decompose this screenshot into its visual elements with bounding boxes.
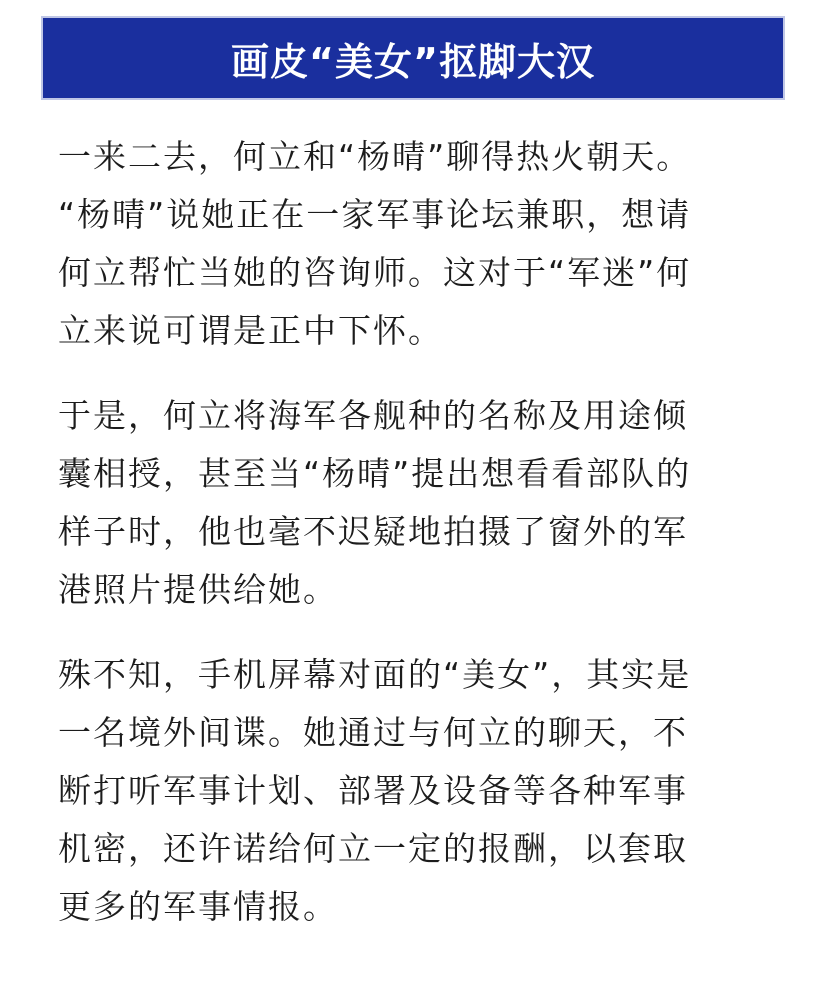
text-line: 港照片提供给她。 (58, 570, 338, 609)
text-line: 断打听军事计划、部署及设备等各种军事 (58, 771, 688, 810)
text-line: 于是，何立将海军各舰种的名称及用途倾 (58, 396, 688, 435)
text-line: 一名境外间谍。她通过与何立的聊天，不 (58, 713, 688, 752)
paragraph-3 (58, 646, 778, 936)
text-line: 样子时，他也毫不迟疑地拍摄了窗外的军 (58, 512, 688, 551)
text-line: 囊相授，甚至当“杨晴”提出想看看部队的 (58, 454, 692, 493)
text-line: 一来二去，何立和“杨晴”聊得热火朝天。 (58, 137, 692, 176)
section-header (41, 16, 785, 100)
section-title: 画皮“美女”抠脚大汉 (231, 39, 595, 84)
text-line: 何立帮忙当她的咨询师。这对于“军迷”何 (58, 253, 692, 292)
article-body (58, 128, 778, 963)
paragraph-1 (58, 128, 778, 360)
paragraph-2 (58, 387, 778, 619)
text-line: 机密，还许诺给何立一定的报酬，以套取 (58, 829, 688, 868)
text-line: 立来说可谓是正中下怀。 (58, 311, 443, 350)
text-line: 更多的军事情报。 (58, 887, 338, 926)
text-line: 殊不知，手机屏幕对面的“美女”，其实是 (58, 655, 692, 694)
text-line: “杨晴”说她正在一家军事论坛兼职，想请 (58, 195, 692, 234)
